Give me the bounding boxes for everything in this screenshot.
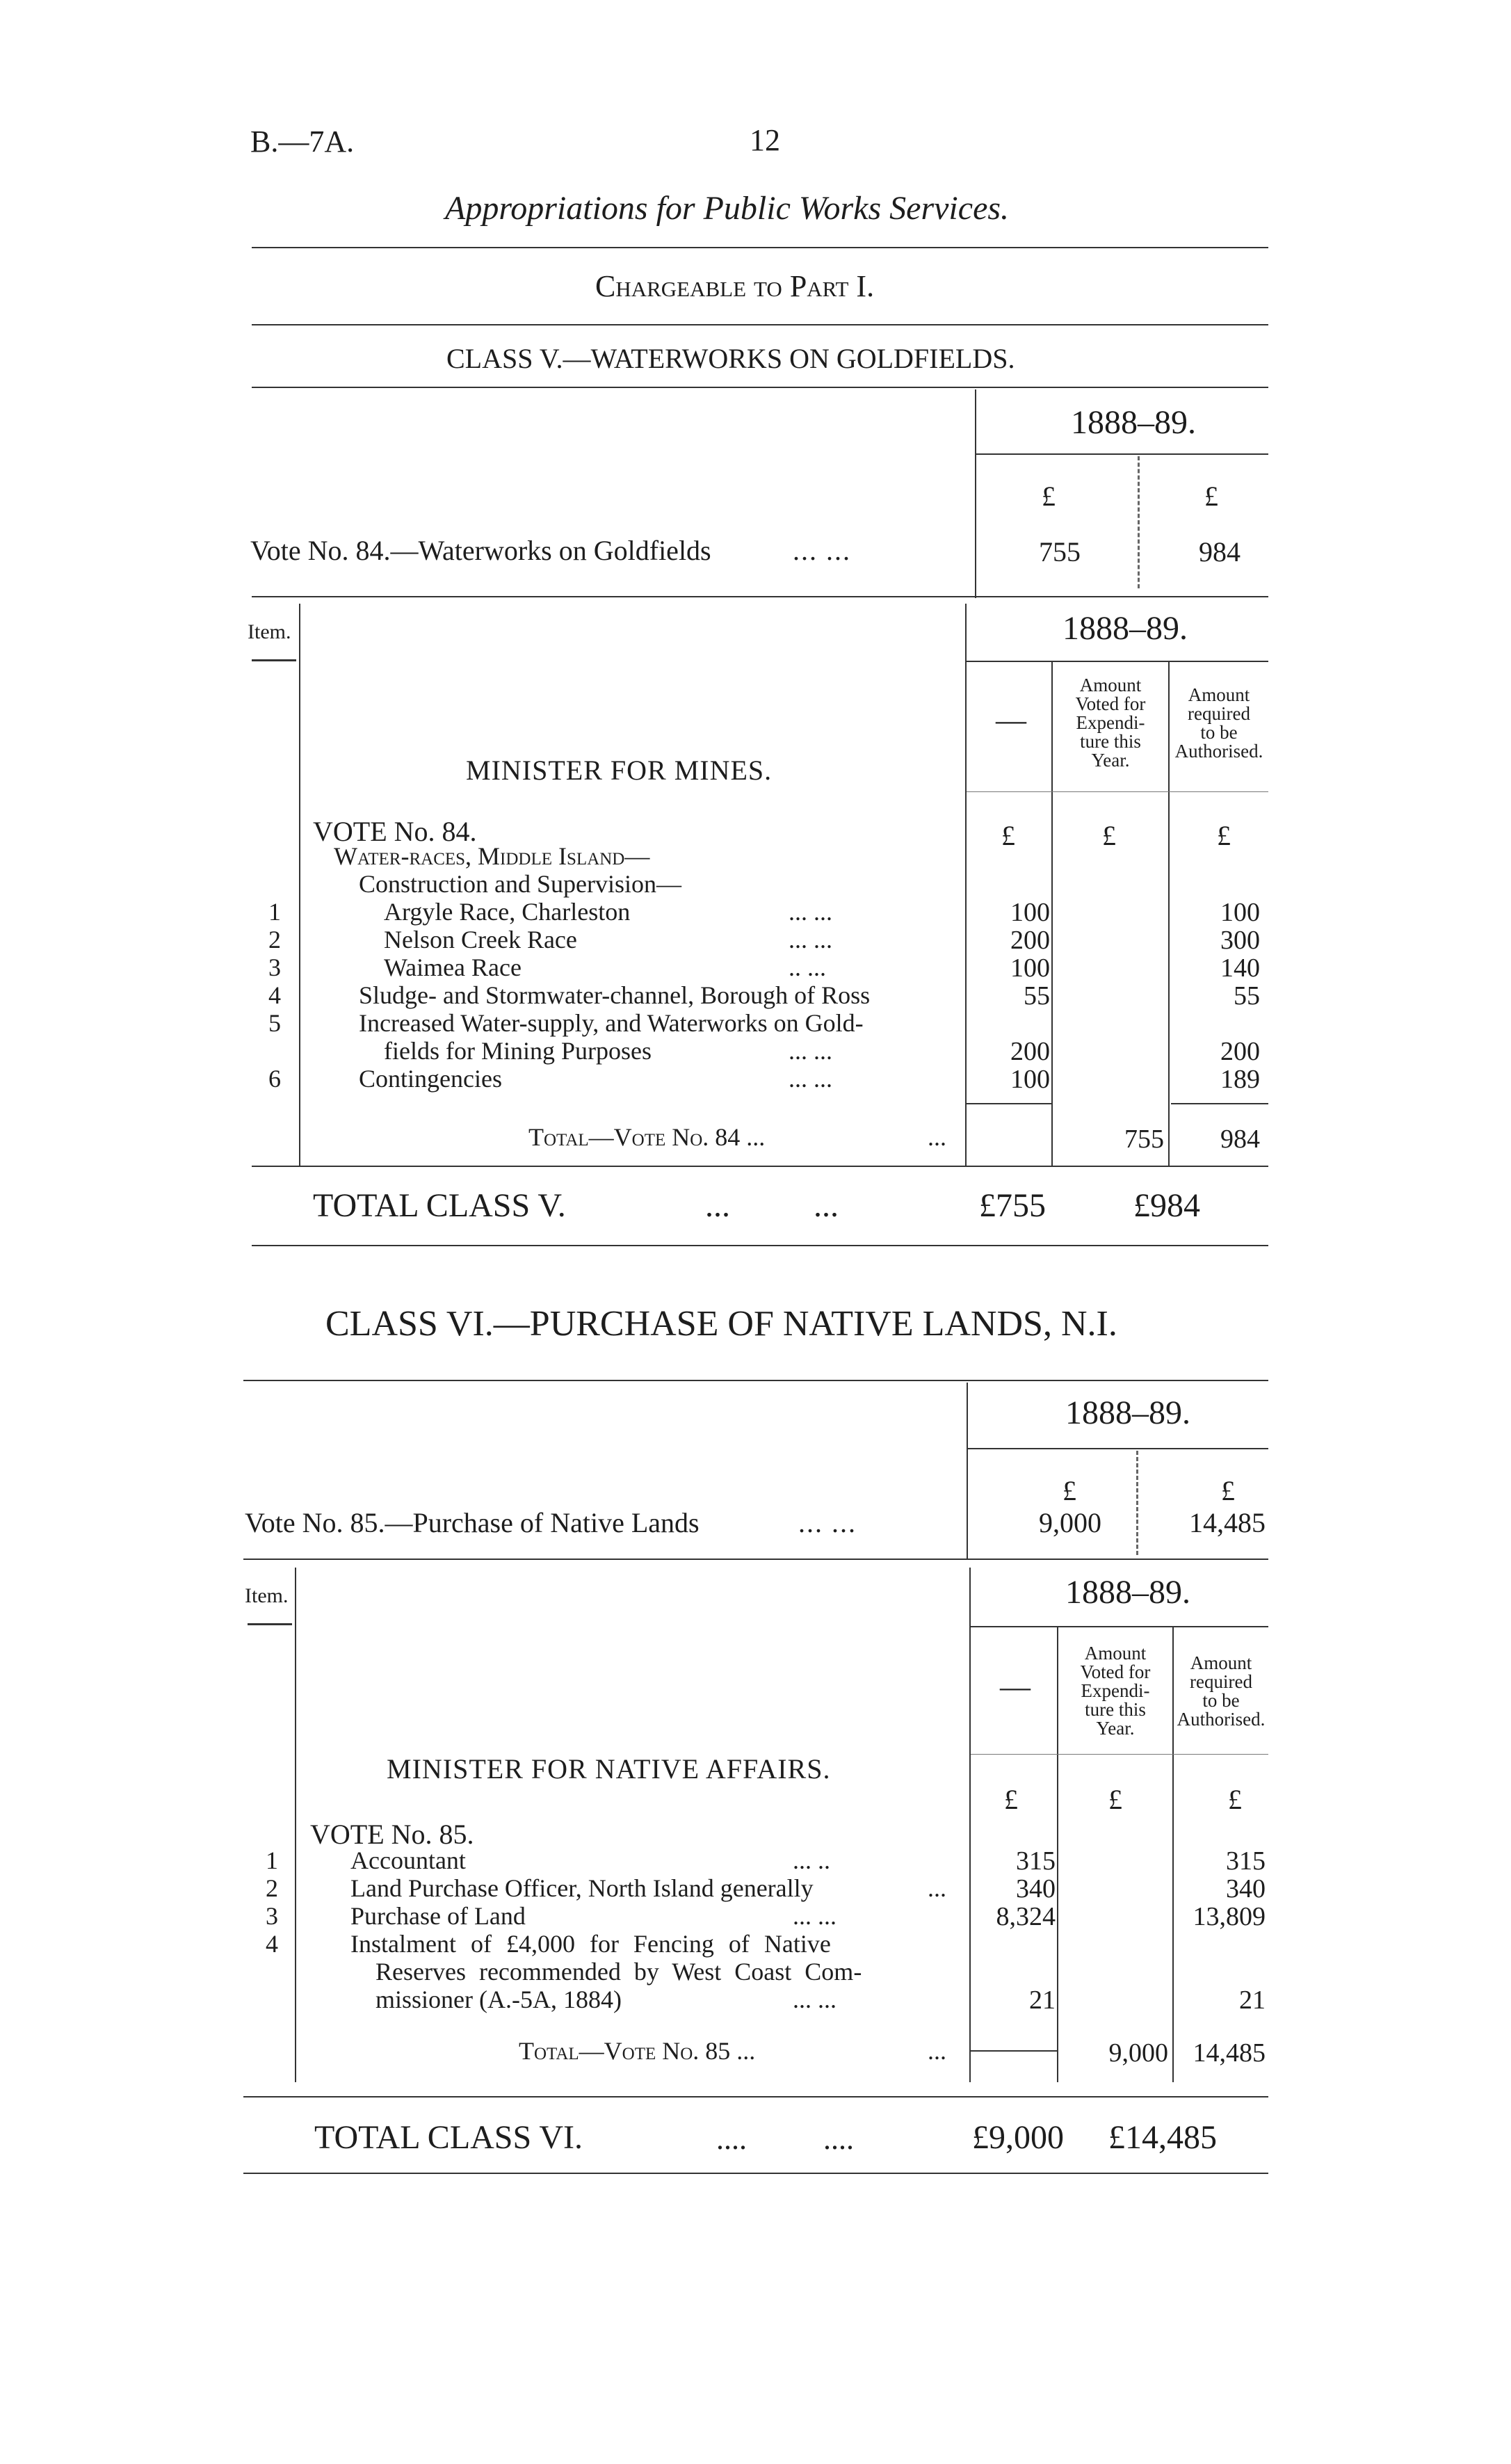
minister-heading: MINISTER FOR NATIVE AFFAIRS. bbox=[387, 1753, 831, 1785]
subhead: Water-races, Middle Island— bbox=[334, 842, 650, 870]
currency-symbol: £ bbox=[1228, 1784, 1242, 1815]
vote-heading: VOTE No. 85. bbox=[310, 1819, 474, 1850]
dot-leaders: ... ... bbox=[793, 535, 851, 566]
rule bbox=[243, 2173, 1268, 2174]
row-description: missioner (A.-5A, 1884) bbox=[375, 1986, 622, 2013]
rule bbox=[252, 596, 1268, 597]
rule bbox=[971, 1626, 1268, 1627]
amount-required: 13,809 bbox=[1193, 1902, 1266, 1931]
class-vi-summary-required: 14,485 bbox=[1189, 1507, 1266, 1538]
currency-symbol: £ bbox=[1102, 820, 1116, 851]
class-v-vote-label: Vote No. 84.—Waterworks on Goldfields bbox=[250, 535, 711, 566]
rule bbox=[248, 1623, 292, 1625]
dot-leaders: ... ... bbox=[789, 926, 832, 953]
amount: 55 bbox=[1024, 981, 1050, 1010]
amount-required: 300 bbox=[1220, 926, 1260, 955]
class-v-total-voted: £755 bbox=[979, 1187, 1046, 1224]
amount: 100 bbox=[1010, 1065, 1050, 1094]
amount-required: 140 bbox=[1220, 953, 1260, 983]
row-description: Purchase of Land bbox=[350, 1902, 526, 1930]
voted-column-header: Amount Voted for Expendi- ture this Year. bbox=[1075, 675, 1146, 771]
class-vi-summary-voted: 9,000 bbox=[1039, 1507, 1101, 1538]
row-description: Reserves recommended by West Coast Com- bbox=[375, 1958, 862, 1986]
item-number: 1 bbox=[266, 1846, 278, 1874]
vote-total-required: 984 bbox=[1220, 1125, 1260, 1154]
amount: 200 bbox=[1010, 1037, 1050, 1066]
rule bbox=[252, 1245, 1268, 1246]
minister-heading: MINISTER FOR MINES. bbox=[466, 755, 773, 786]
row-description: Argyle Race, Charleston bbox=[384, 898, 631, 926]
required-column-header: Amount required to be Authorised. bbox=[1174, 684, 1263, 762]
column-rule bbox=[299, 604, 300, 1167]
amount-required: 315 bbox=[1226, 1846, 1266, 1876]
page-title: Appropriations for Public Works Services. bbox=[445, 190, 1010, 227]
row-description: Accountant bbox=[350, 1846, 466, 1874]
dot-leaders: ... bbox=[928, 1123, 946, 1151]
currency-symbol: £ bbox=[1042, 481, 1056, 512]
class-v-title: CLASS V.—WATERWORKS ON GOLDFIELDS. bbox=[446, 343, 1015, 374]
column-rule bbox=[975, 389, 976, 598]
amount-required: 340 bbox=[1226, 1874, 1266, 1903]
currency-symbol: £ bbox=[1062, 1475, 1076, 1506]
currency-symbol: £ bbox=[1001, 820, 1015, 851]
dot-leaders: ... ... bbox=[789, 1065, 832, 1093]
vote-total-label: Total—Vote No. 85 ... bbox=[519, 2037, 756, 2065]
dot-leaders: .. ... bbox=[789, 953, 826, 981]
class-vi-title: CLASS VI.—PURCHASE OF NATIVE LANDS, N.I. bbox=[325, 1304, 1117, 1344]
column-rule bbox=[295, 1568, 296, 2082]
dot-leaders: ... ... bbox=[789, 898, 832, 926]
dot-leaders: ... ... bbox=[789, 1037, 832, 1065]
class-v-total-label: TOTAL CLASS V. bbox=[313, 1187, 566, 1224]
rule bbox=[243, 1380, 1268, 1381]
dash-column-header: — bbox=[1000, 1670, 1031, 1704]
dash-column-header: — bbox=[996, 703, 1026, 737]
chargeable-heading: Chargeable to Part I. bbox=[595, 269, 875, 303]
vote-total-voted: 9,000 bbox=[1108, 2038, 1168, 2068]
item-number: 4 bbox=[266, 1930, 278, 1958]
rule bbox=[976, 453, 1268, 455]
amount: 8,324 bbox=[996, 1902, 1056, 1931]
class-v-summary-year: 1888–89. bbox=[1071, 404, 1196, 441]
rule bbox=[252, 1166, 1268, 1167]
dot-leaders: .... .... bbox=[716, 2122, 854, 2156]
item-column-header: Item. bbox=[245, 1584, 289, 1607]
class-v-summary-voted: 755 bbox=[1039, 536, 1081, 567]
row-description: Land Purchase Officer, North Island generally bbox=[350, 1874, 814, 1902]
class-vi-detail-year: 1888–89. bbox=[1065, 1574, 1190, 1611]
document-reference: B.—7A. bbox=[250, 124, 355, 159]
amount: 340 bbox=[1016, 1874, 1056, 1903]
class-vi-total-required: £14,485 bbox=[1108, 2119, 1217, 2156]
currency-symbol: £ bbox=[1204, 481, 1218, 512]
dot-leaders: ... ... bbox=[798, 1507, 857, 1538]
currency-symbol: £ bbox=[1217, 820, 1231, 851]
rule bbox=[252, 387, 1268, 388]
row-description: Instalment of £4,000 for Fencing of Native bbox=[350, 1930, 831, 1958]
item-number: 2 bbox=[266, 1874, 278, 1902]
row-description: Nelson Creek Race bbox=[384, 926, 577, 953]
class-v-summary-required: 984 bbox=[1199, 536, 1241, 567]
rule bbox=[1171, 1103, 1268, 1104]
item-number: 3 bbox=[266, 1902, 278, 1930]
rule bbox=[967, 1103, 1051, 1104]
currency-symbol: £ bbox=[1004, 1784, 1018, 1815]
row-description: Contingencies bbox=[359, 1065, 502, 1093]
amount: 100 bbox=[1010, 953, 1050, 983]
vote-total-required: 14,485 bbox=[1193, 2038, 1266, 2068]
rule bbox=[252, 247, 1268, 248]
currency-symbol: £ bbox=[1221, 1475, 1235, 1506]
class-vi-vote-label: Vote No. 85.—Purchase of Native Lands bbox=[245, 1507, 700, 1538]
item-number: 6 bbox=[268, 1065, 281, 1093]
vote-heading: VOTE No. 84. bbox=[313, 816, 477, 847]
amount: 21 bbox=[1029, 1986, 1056, 2015]
required-column-header: Amount required to be Authorised. bbox=[1177, 1652, 1266, 1730]
column-rule bbox=[969, 1568, 971, 2082]
class-vi-total-label: TOTAL CLASS VI. bbox=[314, 2119, 583, 2156]
rule bbox=[252, 324, 1268, 325]
item-number: 4 bbox=[268, 981, 281, 1009]
column-rule bbox=[1138, 456, 1140, 588]
row-description: Sludge- and Stormwater-channel, Borough of Ross bbox=[359, 981, 871, 1009]
row-description: Increased Water-supply, and Waterworks on Gold- bbox=[359, 1009, 864, 1037]
currency-symbol: £ bbox=[1108, 1784, 1122, 1815]
rule bbox=[968, 1448, 1268, 1449]
subhead: Construction and Supervision— bbox=[359, 870, 681, 898]
class-vi-summary-year: 1888–89. bbox=[1065, 1394, 1190, 1431]
rule bbox=[971, 1754, 1268, 1755]
row-description: fields for Mining Purposes bbox=[384, 1037, 652, 1065]
item-number: 1 bbox=[268, 898, 281, 926]
rule bbox=[252, 659, 296, 661]
rule bbox=[967, 791, 1268, 792]
rule bbox=[243, 1559, 1268, 1560]
amount-required: 21 bbox=[1239, 1986, 1266, 2015]
dot-leaders: ... ... bbox=[793, 1902, 837, 1930]
column-rule bbox=[1136, 1451, 1138, 1555]
amount-required: 200 bbox=[1220, 1037, 1260, 1066]
dot-leaders: ... ... bbox=[793, 1986, 837, 2013]
dot-leaders: ... bbox=[928, 2037, 946, 2065]
row-description: Waimea Race bbox=[384, 953, 522, 981]
vote-total-voted: 755 bbox=[1124, 1125, 1164, 1154]
item-number: 5 bbox=[268, 1009, 281, 1037]
amount-required: 55 bbox=[1234, 981, 1260, 1010]
amount: 315 bbox=[1016, 1846, 1056, 1876]
amount-required: 189 bbox=[1220, 1065, 1260, 1094]
class-vi-total-voted: £9,000 bbox=[972, 2119, 1064, 2156]
column-rule bbox=[967, 1383, 968, 1560]
voted-column-header: Amount Voted for Expendi- ture this Year. bbox=[1080, 1643, 1151, 1739]
item-number: 2 bbox=[268, 926, 281, 953]
class-v-total-required: £984 bbox=[1133, 1187, 1200, 1224]
item-column-header: Item. bbox=[248, 620, 291, 643]
rule bbox=[967, 661, 1268, 662]
vote-total-label: Total—Vote No. 84 ... bbox=[528, 1123, 766, 1151]
class-v-detail-year: 1888–89. bbox=[1062, 610, 1188, 647]
amount-required: 100 bbox=[1220, 898, 1260, 927]
amount: 100 bbox=[1010, 898, 1050, 927]
dot-leaders: ... bbox=[928, 1874, 946, 1902]
rule bbox=[971, 2050, 1057, 2052]
amount: 200 bbox=[1010, 926, 1050, 955]
column-rule bbox=[965, 604, 967, 1167]
page-number: 12 bbox=[750, 123, 780, 157]
dot-leaders: ... .. bbox=[793, 1846, 830, 1874]
dot-leaders: ... ... bbox=[705, 1187, 839, 1224]
rule bbox=[243, 2096, 1268, 2097]
item-number: 3 bbox=[268, 953, 281, 981]
